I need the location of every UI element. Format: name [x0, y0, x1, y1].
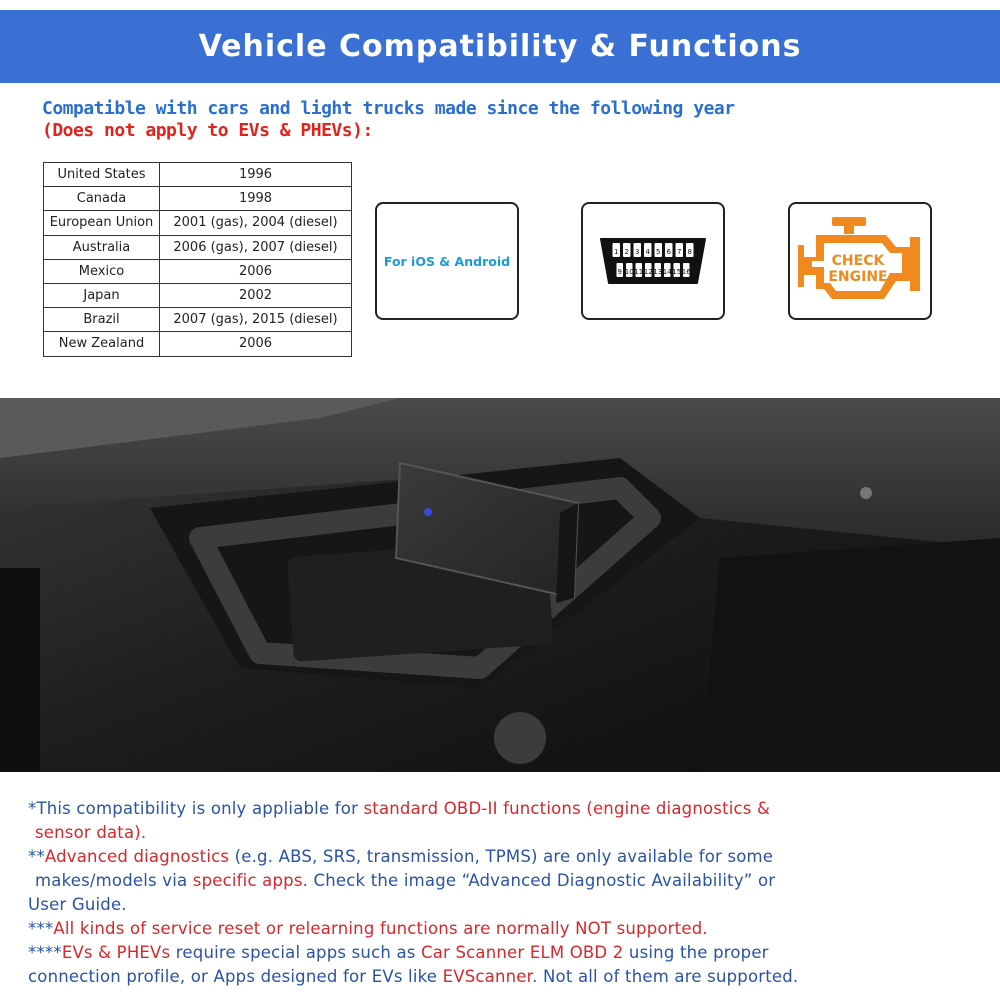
obd-top-pin-number: 8: [687, 248, 692, 256]
table-cell-country: Brazil: [44, 308, 160, 332]
table-row: [44, 235, 352, 259]
table-row: [44, 163, 352, 187]
note-4-cont: [28, 965, 988, 989]
table-cell-year: 2001 (gas), 2004 (diesel): [160, 211, 352, 235]
table-cell-country: New Zealand: [44, 332, 160, 356]
obd-bottom-pin-number: 16: [681, 268, 691, 276]
check-engine-icon: [798, 215, 922, 307]
note-highlight: sensor data).: [35, 823, 147, 842]
table-row: [44, 332, 352, 356]
check-engine-text-2: ENGINE: [828, 269, 888, 285]
obd-adapter-photo: [0, 398, 1000, 772]
obd-bottom-pin-number: 14: [662, 268, 672, 276]
table-cell-country: Canada: [44, 187, 160, 211]
obd-bottom-pin-number: 9: [617, 268, 622, 276]
table-row: [44, 211, 352, 235]
obd-bottom-pin-number: 13: [653, 268, 663, 276]
table-row: [44, 283, 352, 307]
page-title: Vehicle Compatibility & Functions: [198, 29, 802, 64]
note-text: **: [28, 847, 45, 866]
table-row: [44, 187, 352, 211]
table-cell-year: 2006 (gas), 2007 (diesel): [160, 235, 352, 259]
obd-bottom-pin-number: 10: [624, 268, 634, 276]
table-row: [44, 259, 352, 283]
note-3: [28, 917, 988, 941]
table-cell-year: 2002: [160, 283, 352, 307]
check-engine-box: [788, 202, 932, 320]
note-highlight: All kinds of service reset or relearning functions are normally NOT supported.: [53, 919, 708, 938]
compatibility-table: [43, 162, 352, 357]
note-text: ****: [28, 943, 62, 962]
note-text: . Not all of them are supported.: [532, 967, 799, 986]
table-cell-year: 2007 (gas), 2015 (diesel): [160, 308, 352, 332]
note-text: User Guide.: [28, 895, 127, 914]
table-cell-country: European Union: [44, 211, 160, 235]
obd-top-pin-number: 3: [635, 248, 640, 256]
table-cell-country: United States: [44, 163, 160, 187]
table-cell-year: 1996: [160, 163, 352, 187]
note-4: [28, 941, 988, 965]
notes: [28, 797, 988, 989]
note-highlight: Advanced diagnostics: [44, 847, 230, 866]
note-highlight: EVs & PHEVs: [61, 943, 171, 962]
table-cell-year: 1998: [160, 187, 352, 211]
intro-line-1: Compatible with cars and light trucks made since the following year: [42, 98, 735, 119]
obd-bottom-pin-number: 15: [672, 268, 682, 276]
obd-top-pin-number: 1: [614, 248, 619, 256]
table-row: [44, 308, 352, 332]
obd-bottom-pin-number: 12: [643, 268, 653, 276]
obd-port-icon: [597, 235, 709, 287]
obd-top-pin-number: 4: [645, 248, 650, 256]
note-text: (e.g. ABS, SRS, transmission, TPMS) are only available for some: [229, 847, 774, 866]
check-engine-text-1: CHECK: [831, 253, 885, 269]
note-highlight: standard OBD-II functions (engine diagnostics &: [363, 799, 771, 818]
note-text: ***: [28, 919, 54, 938]
table-cell-country: Australia: [44, 235, 160, 259]
note-text: using the proper: [623, 943, 769, 962]
note-text: *This compatibility is only appliable for: [28, 799, 364, 818]
note-2: [28, 845, 988, 869]
table-cell-country: Mexico: [44, 259, 160, 283]
obd-port-box: [581, 202, 725, 320]
note-1-cont: [28, 821, 988, 845]
note-1: [28, 797, 988, 821]
table-cell-year: 2006: [160, 332, 352, 356]
note-2-end: [28, 893, 988, 917]
obd-bottom-pin-number: 11: [634, 268, 644, 276]
note-text: connection profile, or Apps designed for EVs like: [28, 967, 443, 986]
intro: [42, 98, 982, 142]
obd-adapter-photo-image: [0, 398, 1000, 772]
intro-line-2: (Does not apply to EVs & PHEVs):: [42, 120, 373, 141]
table-cell-year: 2006: [160, 259, 352, 283]
note-text: makes/models via: [35, 871, 193, 890]
note-highlight: specific apps: [192, 871, 303, 890]
note-highlight: Car Scanner ELM OBD 2: [421, 943, 624, 962]
header-banner: [0, 10, 1000, 83]
note-text: . Check the image “Advanced Diagnostic Availability” or: [302, 871, 776, 890]
app-platform-label: For iOS & Android: [383, 253, 511, 269]
obd-top-pin-number: 2: [624, 248, 629, 256]
obd-top-pin-number: 7: [677, 248, 682, 256]
app-compatibility-box: [375, 202, 519, 320]
obd-top-pin-number: 6: [666, 248, 671, 256]
table-cell-country: Japan: [44, 283, 160, 307]
note-text: require special apps such as: [170, 943, 422, 962]
note-highlight: EVScanner: [442, 967, 533, 986]
obd-top-pin-number: 5: [656, 248, 661, 256]
note-2-cont: [28, 869, 988, 893]
